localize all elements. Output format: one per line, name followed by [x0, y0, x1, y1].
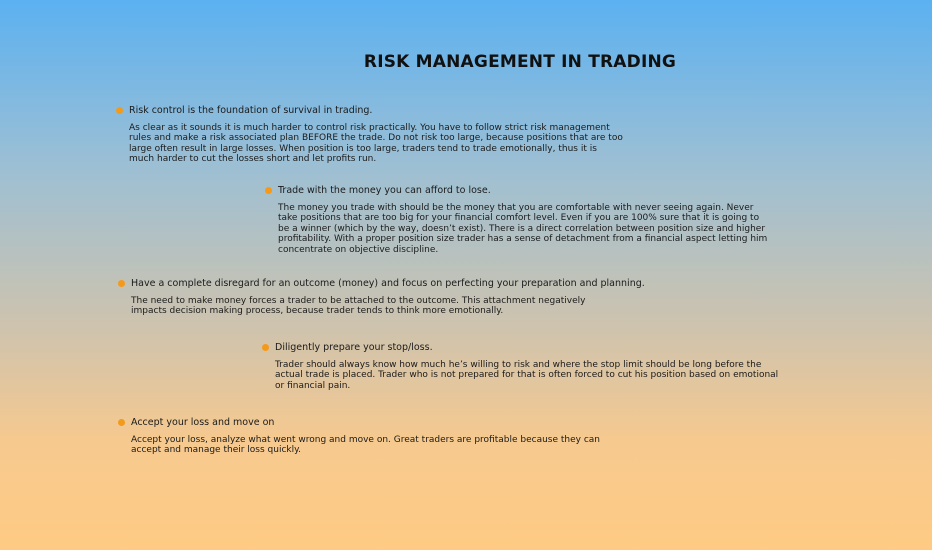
bullet-dot-icon — [118, 419, 125, 426]
section-body: As clear as it sounds it is much harder to control risk practically. You have to follow strict risk management rules and make a risk associated plan BEFORE the trade. Do not risk too large, because positions that are too large often result in large losses. When position is too large, traders tend to trade emotionally, thus it is much harder to cut the losses short and let profits run. — [129, 123, 623, 165]
bullet-dot-icon — [265, 187, 272, 194]
section-body: The need to make money forces a trader to be attached to the outcome. This attachment negatively impacts decision making process, because trader tends to think more emotionally. — [131, 296, 586, 317]
section-accept-loss — [118, 417, 638, 456]
section-heading: Trade with the money you can afford to lose. — [278, 185, 491, 196]
time-axis — [0, 536, 892, 546]
section-body: The money you trade with should be the money that you are comfortable with never seeing again. Never take positions that are too big for your financial comfort level. Even if you are 100% sure that it is going to be a winner (which by the way, doesn’t exist). There is a direct correlation between position size and higher profitability. With a proper position size trader has a sense of detachment from a financial aspect letting him concentrate on objective discipline. — [278, 203, 768, 255]
price-axis — [898, 12, 926, 520]
page-title: RISK MANAGEMENT IN TRADING — [363, 52, 677, 72]
section-disregard-outcome — [118, 278, 645, 317]
section-body: Trader should always know how much he’s willing to risk and where the stop limit should be long before the actual trade is placed. Trader who is not prepared for that is often forced to cut his position based on emotional or financial pain. — [275, 360, 779, 391]
section-stop-loss — [262, 342, 782, 391]
bullet-dot-icon — [262, 344, 269, 351]
bullet-dot-icon — [116, 107, 123, 114]
section-afford-to-lose — [265, 185, 785, 255]
section-body: Accept your loss, analyze what went wrong and move on. Great traders are profitable because they can accept and manage their loss quickly. — [131, 435, 601, 456]
section-heading: Diligently prepare your stop/loss. — [275, 342, 433, 353]
section-risk-control — [116, 105, 636, 165]
bullet-dot-icon — [118, 280, 125, 287]
section-heading: Accept your loss and move on — [131, 417, 275, 428]
section-heading: Have a complete disregard for an outcome (money) and focus on perfecting your preparation and planning. — [131, 278, 645, 289]
section-heading: Risk control is the foundation of survival in trading. — [129, 105, 373, 116]
